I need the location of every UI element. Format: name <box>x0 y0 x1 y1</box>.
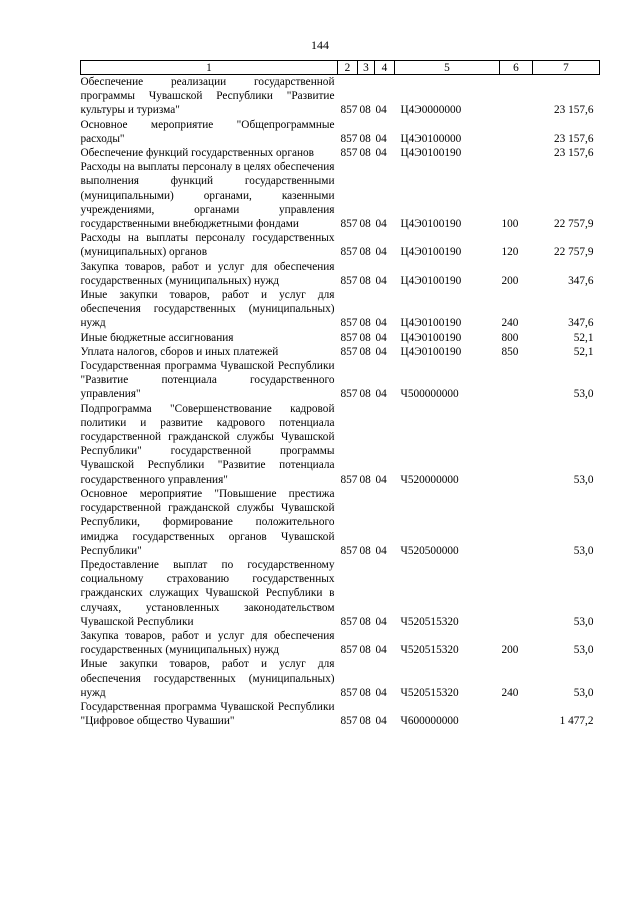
row-expense-type: 120 <box>501 246 519 259</box>
row-target-article: Ц4Э0100190 <box>400 331 462 344</box>
header-col-2: 2 <box>338 61 358 75</box>
row-subsection-code: 04 <box>375 345 387 358</box>
row-amount: 23 157,6 <box>553 147 594 160</box>
row-target-article: Ч520515320 <box>400 615 459 628</box>
row-section-code: 08 <box>359 147 371 160</box>
row-target-article: Ч600000000 <box>400 715 459 728</box>
row-amount: 52,1 <box>573 331 594 344</box>
table-row <box>81 629 600 657</box>
row-expense-type <box>500 558 533 629</box>
row-subsection-code: 04 <box>375 218 387 231</box>
row-amount: 53,0 <box>573 473 594 486</box>
row-subsection-code: 04 <box>375 132 387 145</box>
row-section-code: 08 <box>359 274 371 287</box>
row-target-article: Ц4Э0100190 <box>400 246 462 259</box>
header-col-1: 1 <box>81 61 338 75</box>
row-name: Основное мероприятие "Общепрограммные расходы" <box>80 118 335 145</box>
table-row <box>81 558 600 629</box>
page-number: 144 <box>311 38 329 52</box>
row-ministry-code: 857 <box>340 544 358 557</box>
row-expense-type <box>500 75 533 118</box>
row-target-article: Ц4Э0100190 <box>400 345 462 358</box>
row-expense-type <box>500 146 533 160</box>
row-subsection-code: 04 <box>375 104 387 117</box>
header-col-6: 6 <box>500 61 533 75</box>
row-name: Закупка товаров, работ и услуг для обеспечения государственных (муниципальных) нужд <box>80 260 335 287</box>
row-section-code: 08 <box>359 473 371 486</box>
row-target-article: Ц4Э0100190 <box>400 317 462 330</box>
table-row <box>81 160 600 231</box>
row-target-article: Ц4Э0100190 <box>400 218 462 231</box>
header-col-7: 7 <box>533 61 600 75</box>
row-name: Расходы на выплаты персоналу в целях обеспечения выполнения функций государственными (муниципальными) органами, казенными учреждениями, органами управления государственными внебюджетными фондами <box>80 161 335 231</box>
row-ministry-code: 857 <box>340 218 358 231</box>
row-target-article: Ч500000000 <box>400 388 459 401</box>
row-ministry-code: 857 <box>340 274 358 287</box>
row-section-code: 08 <box>359 615 371 628</box>
row-target-article: Ч520500000 <box>400 544 459 557</box>
row-amount: 53,0 <box>573 686 594 699</box>
row-section-code: 08 <box>359 644 371 657</box>
table-row <box>81 700 600 728</box>
row-amount: 1 477,2 <box>559 715 594 728</box>
row-subsection-code: 04 <box>375 473 387 486</box>
row-expense-type <box>500 402 533 487</box>
row-expense-type: 240 <box>501 317 519 330</box>
row-amount: 22 757,9 <box>553 218 594 231</box>
row-section-code: 08 <box>359 345 371 358</box>
row-subsection-code: 04 <box>375 388 387 401</box>
row-amount: 347,6 <box>568 317 594 330</box>
row-ministry-code: 857 <box>340 388 358 401</box>
row-ministry-code: 857 <box>340 317 358 330</box>
row-section-code: 08 <box>359 686 371 699</box>
table-row <box>81 657 600 700</box>
row-name: Подпрограмма "Совершенствование кадровой политики и развитие кадрового потенциала государственной гражданской службы Чувашской Республики" государственной программы Чувашской Республики "Развитие потенциала государственного управления" <box>80 402 335 486</box>
row-section-code: 08 <box>359 218 371 231</box>
row-expense-type: 100 <box>501 218 519 231</box>
row-ministry-code: 857 <box>340 644 358 657</box>
row-subsection-code: 04 <box>375 686 387 699</box>
row-expense-type <box>500 118 533 146</box>
table-body <box>81 75 600 729</box>
row-expense-type: 800 <box>501 331 519 344</box>
row-amount: 347,6 <box>568 274 594 287</box>
row-ministry-code: 857 <box>340 686 358 699</box>
budget-table <box>80 60 600 728</box>
row-amount: 53,0 <box>573 615 594 628</box>
row-subsection-code: 04 <box>375 147 387 160</box>
row-amount: 52,1 <box>573 345 594 358</box>
row-name: Обеспечение функций государственных органов <box>80 147 315 160</box>
row-ministry-code: 857 <box>340 104 358 117</box>
row-name: Иные закупки товаров, работ и услуг для обеспечения государственных (муниципальных) нужд <box>80 658 335 699</box>
row-name: Закупка товаров, работ и услуг для обеспечения государственных (муниципальных) нужд <box>80 629 335 657</box>
row-section-code: 08 <box>359 388 371 401</box>
row-amount: 23 157,6 <box>553 104 594 117</box>
row-ministry-code: 857 <box>340 345 358 358</box>
row-amount: 23 157,6 <box>553 132 594 145</box>
row-ministry-code: 857 <box>340 473 358 486</box>
row-subsection-code: 04 <box>375 615 387 628</box>
row-target-article: Ц4Э0000000 <box>400 104 462 117</box>
row-name: Иные закупки товаров, работ и услуг для обеспечения государственных (муниципальных) нужд <box>80 289 335 330</box>
header-col-4: 4 <box>375 61 395 75</box>
row-name: Расходы на выплаты персоналу государственных (муниципальных) органов <box>80 232 335 259</box>
table-row <box>81 118 600 146</box>
row-name: Уплата налогов, сборов и иных платежей <box>80 345 279 358</box>
row-section-code: 08 <box>359 715 371 728</box>
row-ministry-code: 857 <box>340 246 358 259</box>
table-header <box>81 61 600 75</box>
row-expense-type <box>500 359 533 402</box>
table-row <box>81 345 600 359</box>
row-subsection-code: 04 <box>375 331 387 344</box>
row-amount: 53,0 <box>573 544 594 557</box>
row-expense-type <box>500 700 533 728</box>
row-subsection-code: 04 <box>375 544 387 557</box>
table-row <box>81 359 600 402</box>
row-name: Основное мероприятие "Повышение престижа государственной гражданской службы Чувашской Республики, формирование положительного имиджа государственных органов Чувашской Республики" <box>80 487 335 557</box>
row-section-code: 08 <box>359 317 371 330</box>
row-target-article: Ц4Э0100000 <box>400 132 462 145</box>
row-subsection-code: 04 <box>375 715 387 728</box>
row-expense-type: 200 <box>501 274 519 287</box>
row-section-code: 08 <box>359 246 371 259</box>
row-name: Государственная программа Чувашской Республики "Цифровое общество Чувашии" <box>80 700 335 728</box>
row-amount: 53,0 <box>573 388 594 401</box>
row-subsection-code: 04 <box>375 274 387 287</box>
row-section-code: 08 <box>359 104 371 117</box>
row-expense-type: 240 <box>501 686 519 699</box>
table-row <box>81 146 600 160</box>
row-target-article: Ч520515320 <box>400 644 459 657</box>
row-name: Обеспечение реализации государственной программы Чувашской Республики "Развитие культуры и туризма" <box>80 76 335 117</box>
row-section-code: 08 <box>359 331 371 344</box>
row-subsection-code: 04 <box>375 644 387 657</box>
row-ministry-code: 857 <box>340 615 358 628</box>
row-ministry-code: 857 <box>340 715 358 728</box>
table-row <box>81 231 600 259</box>
row-name: Предоставление выплат по государственному социальному страхованию государственных гражданских служащих Чувашской Республики в случаях, установленных законодательством Чувашской Республики <box>80 558 335 628</box>
row-ministry-code: 857 <box>340 331 358 344</box>
row-amount: 22 757,9 <box>553 246 594 259</box>
table-row <box>81 260 600 288</box>
row-subsection-code: 04 <box>375 246 387 259</box>
row-section-code: 08 <box>359 132 371 145</box>
table-row <box>81 487 600 558</box>
row-expense-type: 850 <box>501 345 519 358</box>
row-target-article: Ц4Э0100190 <box>400 274 462 287</box>
row-amount: 53,0 <box>573 644 594 657</box>
table-row <box>81 75 600 118</box>
row-name: Государственная программа Чувашской Республики "Развитие потенциала государственного управления" <box>80 360 335 401</box>
table-row <box>81 402 600 487</box>
table-row <box>81 331 600 345</box>
row-expense-type <box>500 487 533 558</box>
header-col-3: 3 <box>358 61 375 75</box>
row-ministry-code: 857 <box>340 132 358 145</box>
row-target-article: Ч520515320 <box>400 686 459 699</box>
row-name: Иные бюджетные ассигнования <box>80 331 234 344</box>
row-expense-type: 200 <box>501 644 519 657</box>
header-col-5: 5 <box>395 61 500 75</box>
table-row <box>81 288 600 331</box>
row-target-article: Ч520000000 <box>400 473 459 486</box>
row-target-article: Ц4Э0100190 <box>400 147 462 160</box>
row-ministry-code: 857 <box>340 147 358 160</box>
row-section-code: 08 <box>359 544 371 557</box>
row-subsection-code: 04 <box>375 317 387 330</box>
